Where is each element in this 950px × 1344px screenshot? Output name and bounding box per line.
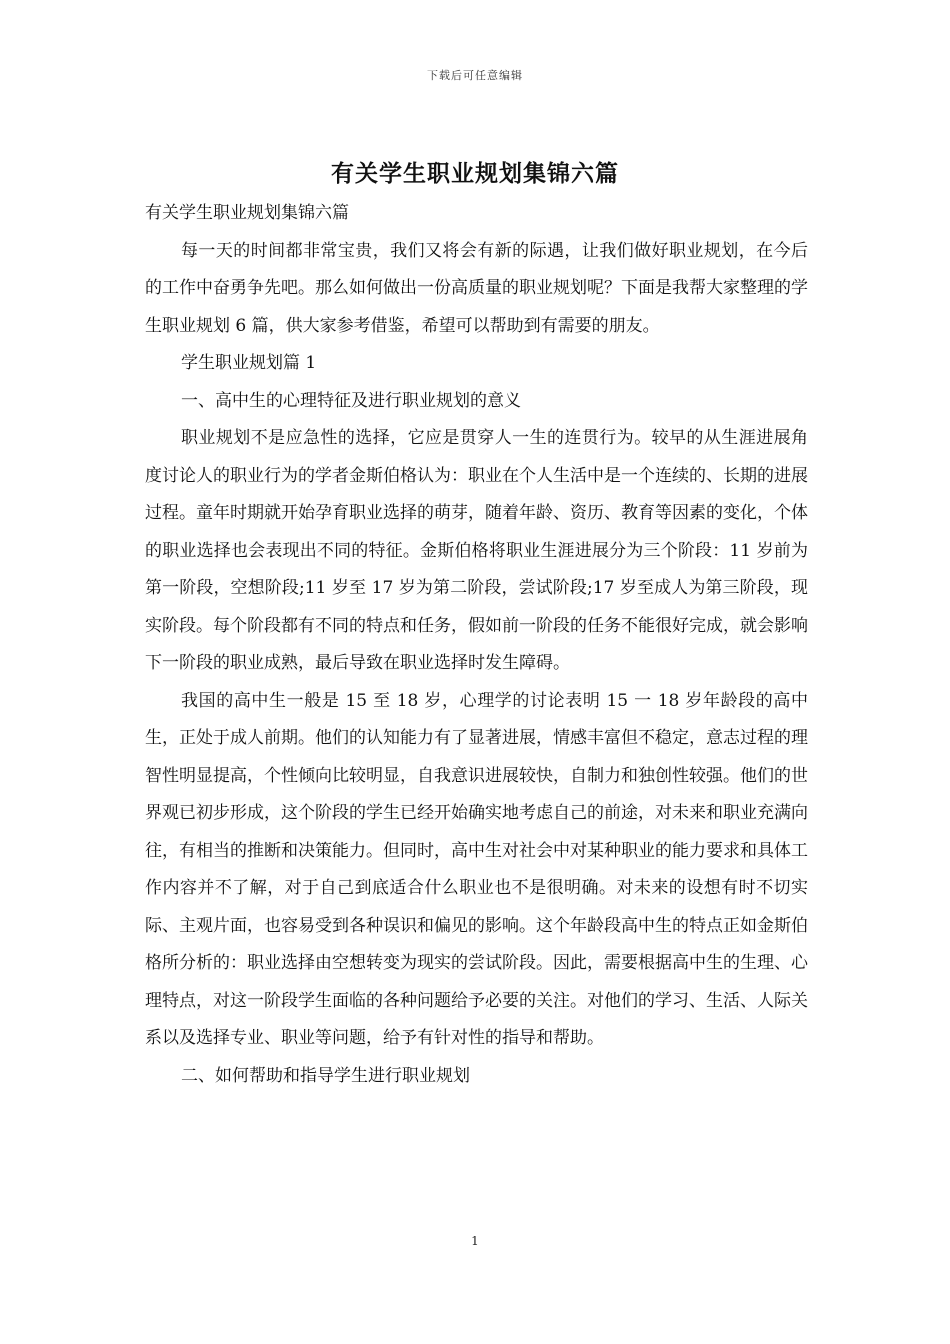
body-paragraph-1: 职业规划不是应急性的选择，它应是贯穿人一生的连贯行为。较早的从生涯进展角度讨论人的职业行为的学者金斯伯格认为：职业在个人生活中是一个连续的、长期的进展过程。童年时期就开始孕育职业选择的萌芽，随着年龄、资历、教育等因素的变化，个体的职业选择也会表现出不同的特征。金斯伯格将职业生涯进展分为三个阶段：11 岁前为第一阶段，空想阶段;11 岁至 17 岁为第二阶段，尝试阶段;17 岁至成人为第三阶段，现实阶段。每个阶段都有不同的特点和任务，假如前一阶段的任务不能很好完成，就会影响下一阶段的职业成熟，最后导致在职业选择时发生障碍。: [145, 428, 808, 673]
intro-paragraph: 每一天的时间都非常宝贵，我们又将会有新的际遇，让我们做好职业规划，在今后的工作中奋勇争先吧。那么如何做出一份高质量的职业规划呢？下面是我帮大家整理的学生职业规划 6 篇，供大家参考借鉴，希望可以帮助到有需要的朋友。: [145, 240, 808, 336]
page-number: 1: [471, 1234, 479, 1248]
section-heading: 学生职业规划篇 1: [181, 353, 317, 373]
body-paragraph-2: 我国的高中生一般是 15 至 18 岁，心理学的讨论表明 15 一 18 岁年龄段的高中生，正处于成人前期。他们的认知能力有了显著进展，情感丰富但不稳定，意志过程的理智性明显提高，个性倾向比较明显，自我意识进展较快，自制力和独创性较强。他们的世界观已初步形成，这个阶段的学生已经开始确实地考虑自己的前途，对未来和职业充满向往，有相当的推断和决策能力。但同时，高中生对社会中对某种职业的能力要求和具体工作内容并不了解，对于自己到底适合什么职业也不是很明确。对未来的设想有时不切实际、主观片面，也容易受到各种误识和偏见的影响。这个年龄段高中生的特点正如金斯伯格所分析的：职业选择由空想转变为现实的尝试阶段。因此，需要根据高中生的生理、心理特点，对这一阶段学生面临的各种问题给予必要的关注。对他们的学习、生活、人际关系以及选择专业、职业等问题，给予有针对性的指导和帮助。: [145, 690, 808, 1048]
subtitle-paragraph: 有关学生职业规划集锦六篇: [145, 203, 349, 223]
subsection-heading-2: 二、如何帮助和指导学生进行职业规划: [181, 1065, 470, 1086]
document-title: 有关学生职业规划集锦六篇: [331, 160, 619, 187]
document-body: [145, 195, 808, 1095]
subsection-heading-1: 一、高中生的心理特征及进行职业规划的意义: [181, 390, 521, 411]
header-note: 下载后可任意编辑: [427, 69, 523, 82]
